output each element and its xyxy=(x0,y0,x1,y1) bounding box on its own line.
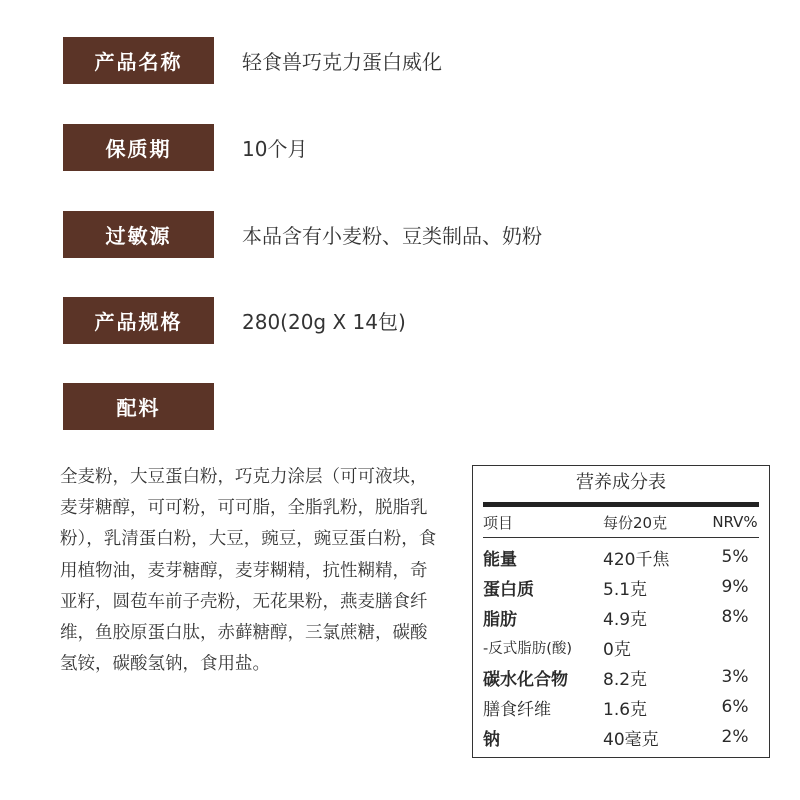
table-row xyxy=(483,602,759,632)
nutrient: 钠 xyxy=(483,729,500,750)
header-per-serving: 每份20克 xyxy=(603,513,668,532)
nutrient: 能量 xyxy=(483,549,517,570)
amount: 5.1克 xyxy=(603,579,648,600)
shelf-life: 10个月 xyxy=(242,137,308,161)
table-row xyxy=(483,692,759,722)
table-row xyxy=(483,632,759,662)
amount: 0克 xyxy=(603,639,631,660)
header-nrv: NRV% xyxy=(712,513,758,531)
nutrient: 蛋白质 xyxy=(483,579,534,600)
amount: 420千焦 xyxy=(603,549,670,570)
table-row xyxy=(483,662,759,692)
table-row xyxy=(483,572,759,602)
table-row xyxy=(483,542,759,572)
nrv: 5% xyxy=(721,547,749,567)
nrv: 2% xyxy=(721,727,749,747)
nutrition-title: 营养成分表 xyxy=(576,472,666,493)
amount: 1.6克 xyxy=(603,699,648,720)
product-name: 轻食兽巧克力蛋白威化 xyxy=(242,50,442,74)
label-badge: 过敏源 xyxy=(63,211,214,258)
ingredients-text: 全麦粉，大豆蛋白粉，巧克力涂层（可可液块，麦芽糖醇，可可粉，可可脂，全脂乳粉，脱脂乳粉），乳清蛋白粉，大豆，豌豆，豌豆蛋白粉，食用植物油，麦芽糖醇，麦芽糊精，抗性糊精，奇亚籽，圆苞车前子壳粉，无花果粉，燕麦膳食纤维，鱼胶原蛋白肽，赤藓糖醇，三氯蔗糖，碳酸氢铵，碳酸氢钠，食用盐。 xyxy=(60,467,437,675)
spec: 280(20g X 14包) xyxy=(242,310,406,334)
nutrition-table xyxy=(472,465,770,758)
nutrient: -反式脂肪(酸) xyxy=(483,640,573,657)
amount: 8.2克 xyxy=(603,669,648,690)
table-header xyxy=(483,507,759,538)
info-row-spec xyxy=(63,297,406,344)
info-row-name xyxy=(63,37,442,84)
label-badge: 配料 xyxy=(63,383,214,430)
table-row xyxy=(483,722,759,752)
nutrient: 膳食纤维 xyxy=(483,699,551,720)
label-badge: 产品规格 xyxy=(63,297,214,344)
header-item: 项目 xyxy=(483,513,514,532)
info-row-ingredients xyxy=(63,383,214,430)
amount: 40毫克 xyxy=(603,729,659,750)
label-badge: 保质期 xyxy=(63,124,214,171)
label-badge: 产品名称 xyxy=(63,37,214,84)
allergens: 本品含有小麦粉、豆类制品、奶粉 xyxy=(242,224,542,248)
info-row-shelf-life xyxy=(63,124,307,171)
nrv: 3% xyxy=(721,667,749,687)
nutrient: 脂肪 xyxy=(483,609,517,630)
nrv: 8% xyxy=(721,607,749,627)
amount: 4.9克 xyxy=(603,609,648,630)
nrv: 9% xyxy=(721,577,749,597)
nutrient: 碳水化合物 xyxy=(483,669,568,690)
info-row-allergens xyxy=(63,211,542,258)
nrv: 6% xyxy=(721,697,749,717)
